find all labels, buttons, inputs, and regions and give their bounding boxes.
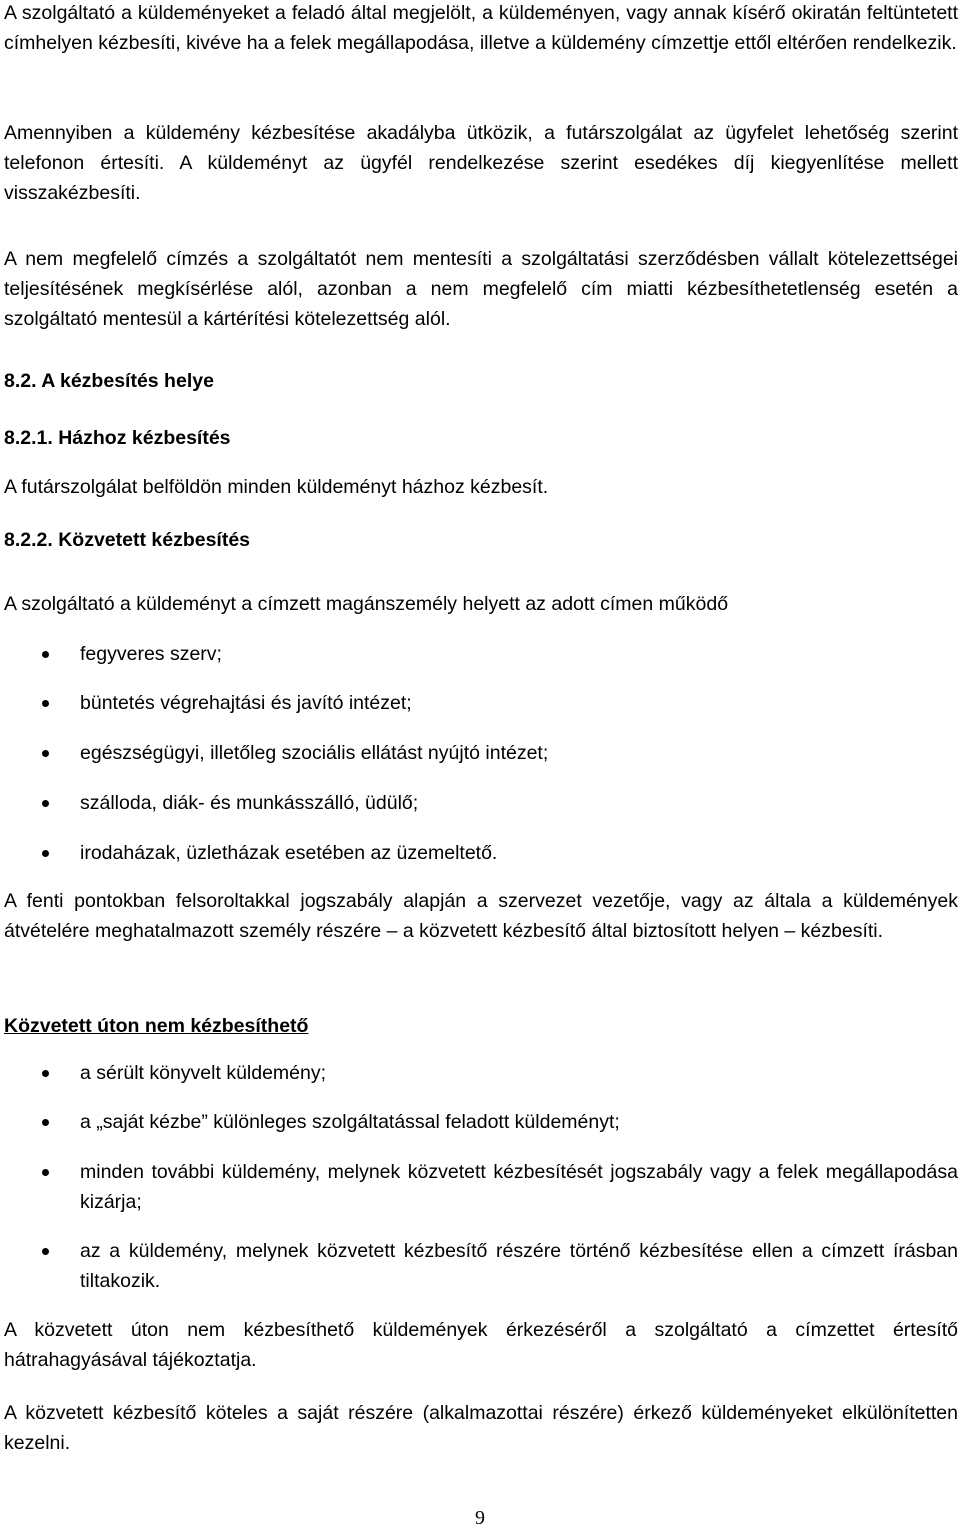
paragraph-incorrect-address: A nem megfelelő címzés a szolgáltatót nem mentesíti a szolgáltatási szerződésben vállalt kötelezettségei teljesítésének megkísérlése alól, azonban a nem megfelelő cím miatti kézbesíthetetlenség esetén a szolgáltató mentesül a kártérítési kötelezettség alól. [4,248,958,330]
bullet-icon [42,1070,49,1077]
paragraph-indirect-intro: A szolgáltató a küldeményt a címzett magánszemély helyett az adott címen működő [4,593,729,615]
bullet-icon [42,800,49,807]
section-heading-not-indirect: Közvetett úton nem kézbesíthető [4,1015,309,1037]
section-heading-8-2: 8.2. A kézbesítés helye [4,370,214,392]
bullet-icon [42,750,49,757]
paragraph-notification: A közvetett úton nem kézbesíthető küldemények érkezéséről a szolgáltató a címzettet értesítő hátrahagyásával tájékoztatja. [4,1319,958,1371]
bullet-icon [42,651,49,658]
bullet-icon [42,1169,49,1176]
paragraph-delivery-obstacle: Amennyiben a küldemény kézbesítése akadályba ütközik, a futárszolgálat az ügyfelet lehetőség szerint telefonon értesíti. A küldeményt az ügyfél rendelkezése szerint esedékes díj kiegyenlítése mellett visszakézbesíti. [4,122,958,204]
paragraph-home-delivery: A futárszolgálat belföldön minden küldeményt házhoz kézbesít. [4,476,549,498]
bullet-icon [42,1248,49,1255]
paragraph-delivery-address: A szolgáltató a küldeményeket a feladó által megjelölt, a küldeményen, vagy annak kísérő okiratán feltüntetett címhelyen kézbesíti, kivéve ha a felek megállapodása, illetve a küldemény címzettje ettől eltérően rendelkezik. [4,2,958,54]
paragraph-authorized-recipient: A fenti pontokban felsoroltakkal jogszabály alapján a szervezet vezetője, vagy az általa a küldemények átvételére meghatalmazott személy részére – a közvetett kézbesítő által biztosított helyen – kézbesíti. [4,890,958,942]
bullet-icon [42,700,49,707]
page-number: 9 [475,1507,485,1529]
bullet-icon [42,1119,49,1126]
bullet-icon [42,850,49,857]
section-heading-8-2-1: 8.2.1. Házhoz kézbesítés [4,427,231,449]
section-heading-8-2-2: 8.2.2. Közvetett kézbesítés [4,529,251,551]
paragraph-separate-handling: A közvetett kézbesítő köteles a saját részére (alkalmazottai részére) érkező küldeményeket elkülönítetten kezelni. [4,1402,958,1454]
